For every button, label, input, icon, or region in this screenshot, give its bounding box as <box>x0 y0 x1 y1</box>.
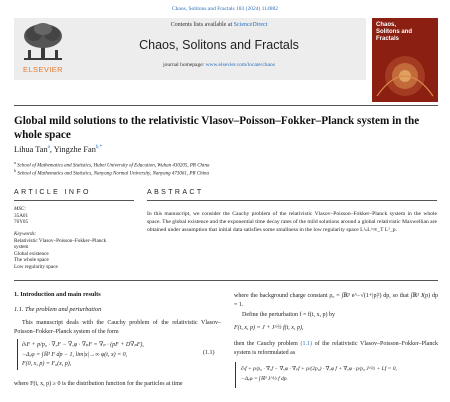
keyword: Relativistic Vlasov–Poisson–Fokker–Planck <box>14 237 107 244</box>
affiliation-marker: b <box>14 168 17 173</box>
right-text: of the relativistic Vlasov–Poisson–Fokker–Planck system is reformulated as <box>234 341 438 356</box>
right-text: then the Cauchy problem <box>234 341 301 347</box>
cover-fractal-art <box>372 46 438 102</box>
body-divider <box>14 280 438 281</box>
equation-1-1 <box>22 341 202 370</box>
elsevier-tree-icon <box>22 22 64 62</box>
keyword: The whole space <box>14 257 49 264</box>
journal-title: Chaos, Solitons and Fractals <box>139 38 299 52</box>
journal-reference-link[interactable]: Chaos, Solitons and Fractals 183 (2024) 114882 <box>172 6 278 12</box>
equation-brace <box>17 339 21 370</box>
intro-paragraph-continued: where F(t, x, p) ≥ 0 is the distribution function for the particles at time <box>14 381 183 387</box>
perturbation-equation: F(t, x, p) = J + J^½ f(t, x, p), <box>234 325 304 331</box>
msc-code: 35A01 <box>14 212 29 219</box>
paper-title: Global mild solutions to the relativistic Vlasov–Poisson–Fokker–Planck system in the whole space <box>14 115 420 141</box>
equation-1-2 <box>241 364 438 384</box>
author-affiliation-marker[interactable]: a <box>47 145 50 151</box>
section-heading: 1. Introduction and main results <box>14 291 101 298</box>
cover-title-line: Solitons and <box>376 29 412 35</box>
right-paragraph: where the background charge constant ρ₀ = ∫ℝ³ e^−√(1+|p|²) dp, so that ∫ℝ³ J(p) dp = 1. <box>234 293 438 308</box>
cover-title-line: Chaos, <box>376 22 397 28</box>
author-list <box>14 145 102 154</box>
article-info-rule <box>14 200 134 201</box>
equation-reference-link[interactable]: (1.1) <box>300 341 312 347</box>
affiliation-text: School of Mathematics and Statistics, Nanyang Normal University, Nanyang 473061, PR China <box>17 171 209 177</box>
msc-label: MSC: <box>14 206 27 212</box>
affiliation-b <box>14 168 209 177</box>
equation-line: F(0, x, p) = F₀(x, p), <box>22 361 72 367</box>
homepage-prefix: journal homepage: <box>163 62 206 68</box>
cover-title <box>376 22 434 43</box>
keyword: Low regularity space <box>14 263 58 270</box>
affiliation-marker: a <box>14 160 16 165</box>
affiliation-text: School of Mathematics and Statistics, Hubei University of Education, Wuhan 430205, PR China <box>17 163 210 169</box>
intro-paragraph: This manuscript deals with the Cauchy problem of the relativistic Vlasov–Poisson–Fokker–Planck system of the form <box>14 320 221 335</box>
author-affiliation-marker[interactable]: b,* <box>95 145 103 151</box>
abstract-heading: ABSTRACT <box>147 189 204 196</box>
equation-line: ∂ₜF + p/p₀ · ∇ₓF − ∇ₓφ · ∇ₚF = ∇ₚ · (pF + D∇ₚF), <box>22 342 144 348</box>
equation-brace <box>235 362 239 388</box>
contents-line <box>72 22 366 28</box>
equation-number: (1.1) <box>203 350 215 356</box>
msc-code: 76Y05 <box>14 219 29 226</box>
homepage-link[interactable]: www.elsevier.com/locate/chaos <box>205 62 275 68</box>
right-paragraph <box>234 340 438 358</box>
article-info-heading: ARTICLE INFO <box>14 189 91 196</box>
elsevier-logo[interactable] <box>16 20 70 78</box>
keywords-block <box>14 231 134 271</box>
abstract-text: In this manuscript, we consider the Cauchy problem of the relativistic Vlasov–Poisson–Fokker–Planck system in the whole space. The global existence and the exponential time decay rates of the mild solutions around a global relativistic Maxwellian are obtained under assumption that initial data satisfies some smallness in the low regularity space L¹ₖL^∞_T L¹_p. <box>147 211 437 234</box>
author-name[interactable]: Yingzhe Fan <box>53 145 96 154</box>
keywords-label: Keywords: <box>14 231 37 237</box>
sciencedirect-link[interactable]: ScienceDirect <box>233 22 268 28</box>
author-name[interactable]: Lihua Tan <box>14 145 48 154</box>
contents-prefix: Contents lists available at <box>170 22 234 28</box>
right-paragraph: Define the perturbation f = f(t, x, p) by <box>242 312 336 318</box>
keyword: Global existence <box>14 250 49 257</box>
equation-line: −Δₓφ = ∫ℝ³ J^½ f dp. <box>241 376 288 382</box>
cover-title-line: Fractals <box>376 36 400 42</box>
elsevier-wordmark: ELSEVIER <box>23 65 63 74</box>
header-divider <box>14 105 438 106</box>
journal-homepage <box>72 62 366 68</box>
keyword: system <box>14 244 29 251</box>
equation-line: ∂ₜf + p/p₀ · ∇ₓf − ∇ₓφ · ∇ₚf + p/(2p₀) · ∇ₓφ f + ∇ₓφ · p/p₀ J^½ + Lf = 0, <box>241 366 397 372</box>
equation-line: −Δₓφ = ∫ℝ³ F dp − 1, lim|x|→∞ φ(t, x) = 0, <box>22 351 128 358</box>
journal-cover-image[interactable] <box>372 18 438 102</box>
abstract-rule <box>147 200 437 201</box>
author-separator: , <box>49 145 54 154</box>
msc-block <box>14 206 134 226</box>
subsection-heading: 1.1. The problem and perturbation <box>14 306 102 313</box>
